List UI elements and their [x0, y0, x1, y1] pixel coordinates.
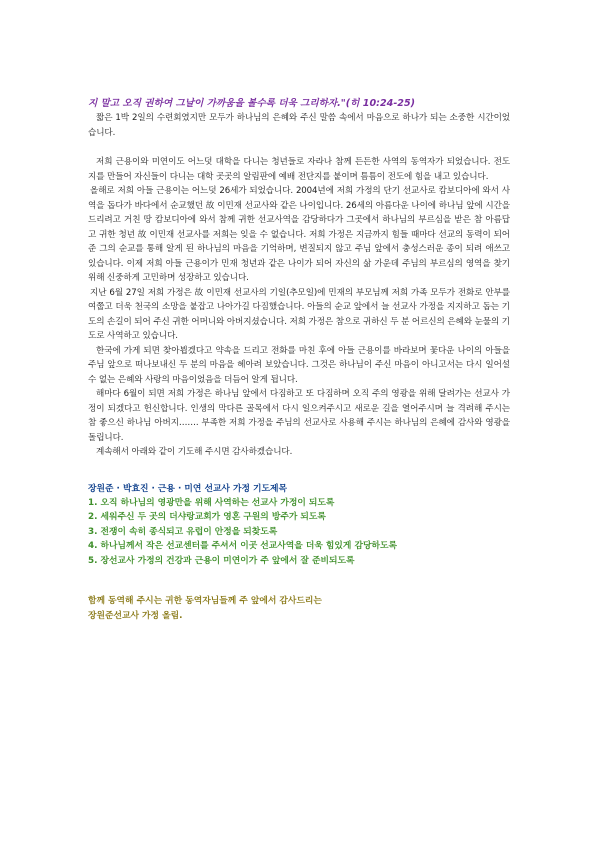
prayer-item: 5. 장선교사 가정의 건강과 근용이 미연이가 주 앞에서 잘 준비되도록	[88, 555, 355, 566]
paragraph-request: 계속해서 아래와 같이 기도해 주시면 감사하겠습니다.	[96, 447, 293, 457]
prayer-item: 1. 오직 하나님의 영광만을 위해 사역하는 선교사 가정이 되도록	[88, 497, 335, 508]
prayer-list	[88, 496, 510, 569]
closing	[88, 594, 510, 623]
prayer-item: 2. 세워주신 두 곳의 더샤랑교회가 영혼 구원의 방주가 되도록	[88, 512, 326, 522]
paragraph-dedication: 해마다 6월이 되면 저희 가정은 하나님 앞에서 다짐하고 또 다짐하며 오직 주의 영광을 위해 달려가는 선교사 가정이 되겠다고 헌신합니다. 인생의 막다른 골목에서 다시 일으켜주시고 새로운 길을 열어주시며 늘 격려해 주시는 참 좋으신 하나님 아버지……. 부족한 저희 가정을 주님의 선교사로 사용해 주시는 하나님의 은혜에 감사와 영광을 돌립니다.	[88, 389, 510, 443]
paragraph-son: 올해로 저희 아들 근용이는 어느덧 26세가 되었습니다. 2004년에 저희 가정의 단기 선교사로 캄보디아에 와서 사역을 돕다가 바다에서 순교했던 故 이민재 선교사와 같은 나이입니다. 26세의 아름다운 나이에 하나님 앞에 시간을 드리려고 거친 땅 캄보디아에 와서 참께 귀한 선교사역을 감당하다가 그곳에서 하나님의 부르심을 받은 참 아름답고 귀한 청년 故 이민재 선교사를 저희는 잊을 수 없습니다. 저희 가정은 지금까지 힘들 때마다 선교의 동력이 되어준 그의 순교를 통해 알게 된 하나님의 마음을 기억하며, 변질되지 않고 주님 앞에서 충성스러운 종이 되려 애쓰고 있습니다. 이제 저희 아들 근용이가 민재 청년과 같은 나이가 되어 자신의 삶 가운데 주님의 부르심의 영역을 찾기 위해 신중하게 고민하며 성장하고 있습니다.	[88, 186, 510, 283]
prayer-title: 장원준 · 박효진 · 근용 · 미연 선교사 가정 기도제목	[88, 483, 288, 494]
prayer-item: 4. 하나님께서 작은 선교센터를 주셔서 이곳 선교사역을 더욱 힘있게 감당하도록	[88, 541, 397, 551]
paragraph-promise: 한국에 가게 되면 찾아뵙겠다고 약속을 드리고 전화를 마친 후에 아들 근용이를 바라보며 꽃다운 나이의 아들을 주님 앞으로 떠나보내신 두 분의 마음을 헤아려 보았습니다. 그것은 하나님이 주신 마음이 아니고서는 다시 일어설 수 없는 은혜와 사랑의 마음이었음을 더듬어 알게 됩니다.	[88, 345, 510, 385]
bible-verse: 지 말고 오직 권하여 그날이 가까움을 볼수록 더욱 그리하자."(히 10:24-25)	[88, 98, 416, 109]
closing-thanks: 함께 동역해 주시는 귀한 동역자님들께 주 앞에서 감사드리는	[88, 596, 322, 606]
paragraph-retreat: 짧은 1박 2일의 수련회였지만 모두가 하나님의 은혜와 주신 말씀 속에서 마음으로 하나가 되는 소중한 시간이었습니다.	[88, 113, 510, 138]
paragraph-children: 저희 근용이와 미연이도 어느덧 대학을 다니는 청년들로 자라나 참께 든든한 사역의 동역자가 되었습니다. 전도지를 만들어 자신들이 다니는 대학 곳곳의 알림판에 예배 전단지를 붙이며 틈틈이 전도에 힘을 내고 있습니다.	[88, 157, 510, 182]
paragraph-memorial: 지난 6월 27일 저희 가정은 故 이민재 선교사의 기일(추모일)에 민재의 부모님께 저희 가족 모두가 전화로 안부를 여쭙고 더욱 천국의 소망을 붙잡고 나아가길 다짐했습니다. 아들의 순교 앞에서 늘 선교사 가정을 지지하고 돕는 기도의 손길이 되어 주신 귀한 어머니와 아버지셨습니다. 저희 가정은 참으로 귀하신 두 분 어르신의 은혜와 눈물의 기도로 사역하고 있습니다.	[88, 287, 511, 341]
closing-signature: 장원준선교사 가정 올림.	[88, 610, 183, 621]
letter-content	[88, 97, 510, 623]
prayer-item: 3. 전쟁이 속히 종식되고 유럽이 안정을 되찾도록	[88, 526, 278, 537]
